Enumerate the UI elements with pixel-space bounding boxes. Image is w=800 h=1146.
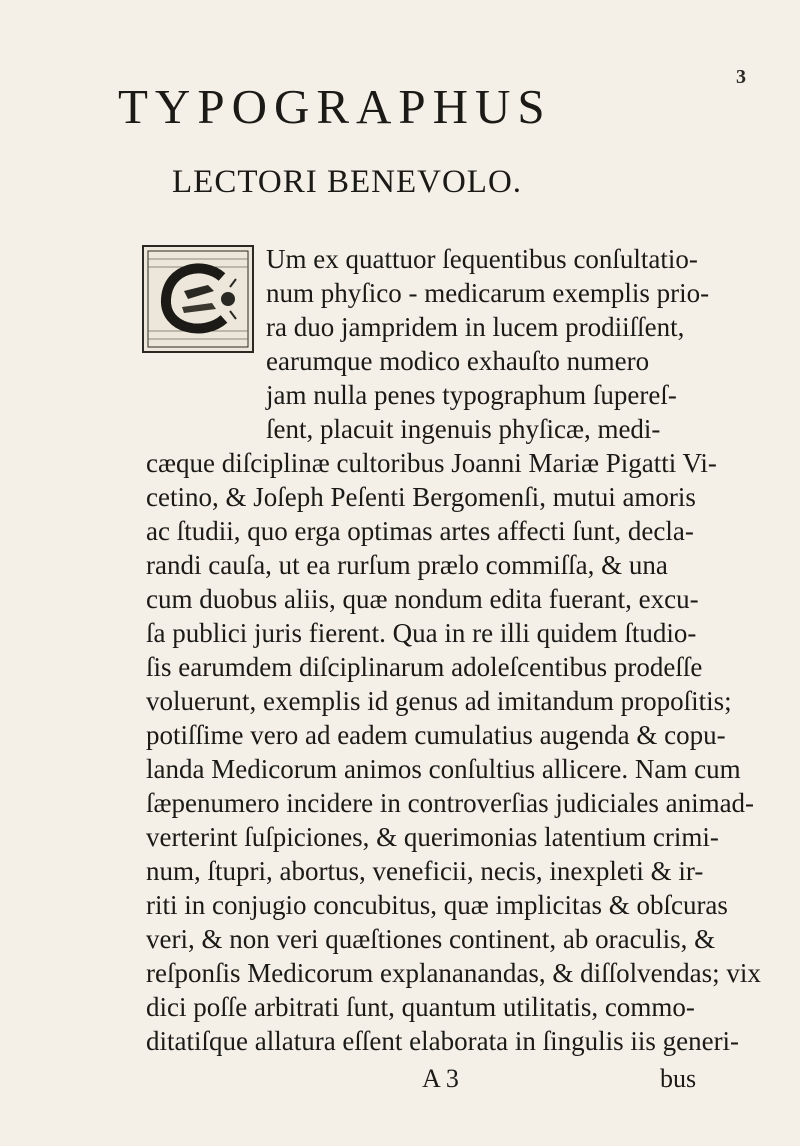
page-number: 3 [736,66,746,88]
text-line: num phyſico - medicarum exemplis prio- [266,278,710,308]
text-line: randi cauſa, ut ea rurſum prælo commiſſa, & una [146,550,668,580]
text-line: landa Medicorum animos conſultius allicere. Nam cum [146,754,741,784]
signature-mark: A 3 [422,1064,459,1093]
page-title: TYPOGRAPHUS [118,79,552,134]
ornament-icon [144,247,252,351]
text-line: ſa publici juris fierent. Qua in re illi quidem ſtudio- [146,618,697,648]
text-line: ſæpenumero incidere in controverſias judiciales animad- [146,788,755,818]
text-line: cetino, & Joſeph Peſenti Bergomenſi, mutui amoris [146,482,696,512]
text-line: riti in conjugio concubitus, quæ implicitas & obſcuras [146,890,728,920]
text-line: ſis earumdem diſciplinarum adoleſcentibus prodeſſe [146,652,703,682]
text-line: verterint ſuſpiciones, & querimonias latentium crimi- [146,822,719,852]
text-line: ſent, placuit ingenuis phyſicæ, medi- [266,414,661,444]
text-line: num, ſtupri, abortus, veneficii, necis, inexpleti & ir- [146,856,704,886]
decorated-initial-c-icon [142,245,254,353]
text-line: potiſſime vero ad eadem cumulatius augenda & copu- [146,720,726,750]
text-line: cæque diſciplinæ cultoribus Joanni Mariæ Pigatti Vi- [146,448,717,478]
text-line: veri, & non veri quæſtiones continent, ab oraculis, & [146,924,716,954]
text-line: ditatiſque allatura eſſent elaborata in ſingulis iis generi- [146,1026,740,1056]
text-line: cum duobus aliis, quæ nondum edita fuerant, excu- [146,584,699,614]
text-line: voluerunt, exemplis id genus ad imitandum propoſitis; [146,686,732,716]
text-line: dici poſſe arbitrati ſunt, quantum utilitatis, commo- [146,992,695,1022]
text-line: jam nulla penes typographum ſupereſ- [266,380,677,410]
text-line: ac ſtudii, quo erga optimas artes affecti ſunt, decla- [146,516,694,546]
text-line: reſponſis Medicorum explananandas, & diſſolvendas; vix [146,958,761,988]
text-line: earumque modico exhauſto numero [266,346,650,376]
catchword: bus [660,1064,697,1093]
text-line: ra duo jampridem in lucem prodiiſſent, [266,312,685,342]
text-line: Um ex quattuor ſequentibus conſultatio- [266,244,698,274]
page-subtitle: LECTORI BENEVOLO. [172,164,523,200]
